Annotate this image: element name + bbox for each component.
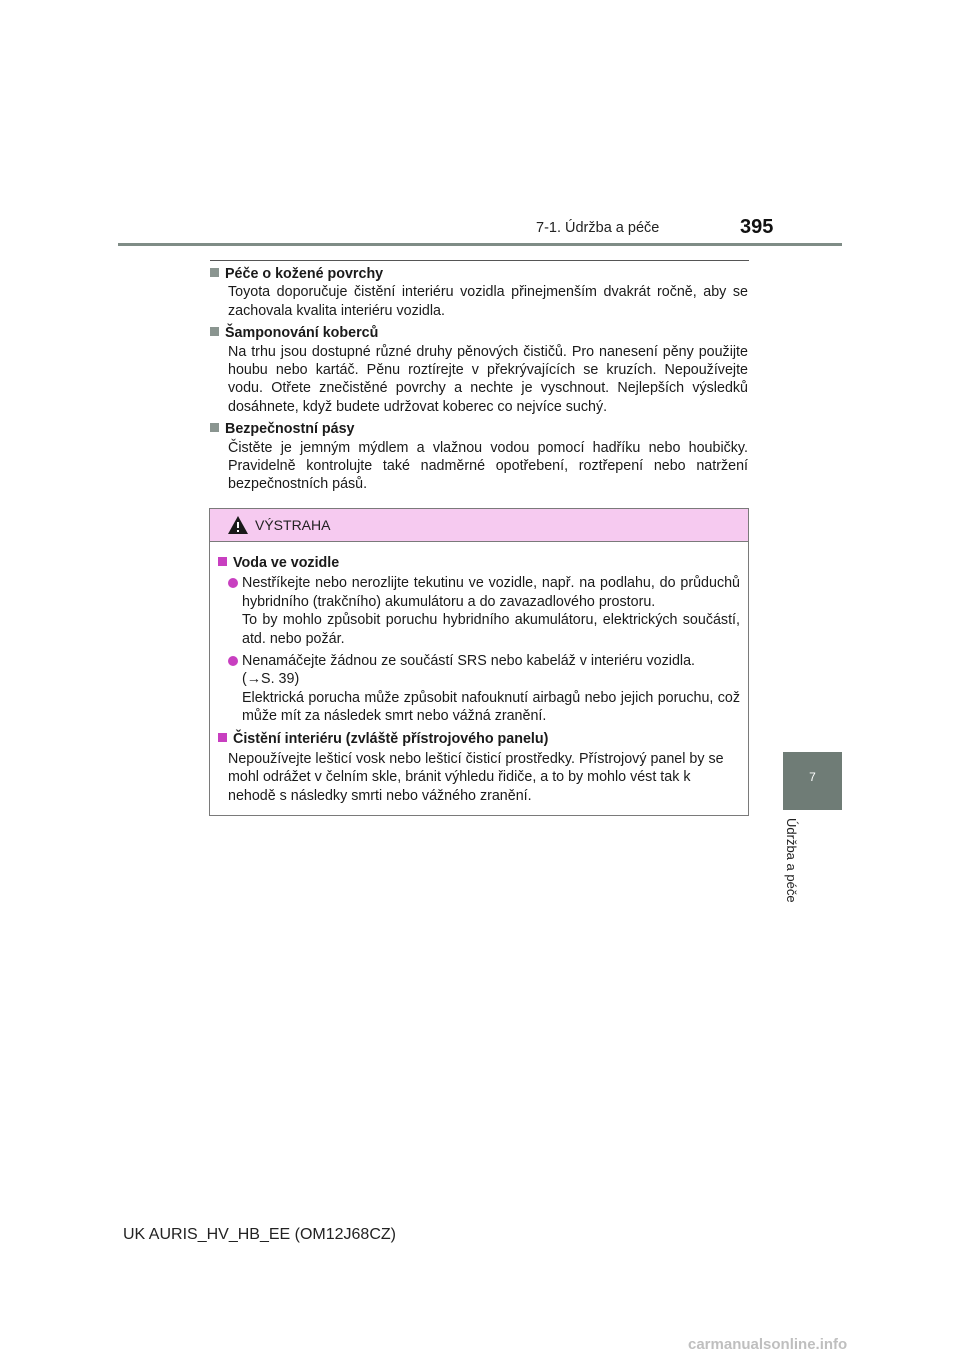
warning-title: VÝSTRAHA [255, 517, 331, 533]
page-reference: (→S. 39) [242, 671, 300, 688]
content-divider [210, 260, 749, 261]
warning-section-title: Voda ve vozidle [233, 555, 340, 571]
chapter-tab [783, 752, 842, 810]
warning-triangle-icon [227, 515, 249, 535]
item-title: Péče o kožené povrchy [225, 266, 384, 282]
bullet-line: Nestříkejte nebo nerozlijte tekutinu ve vozidle, např. na podlahu, do průduchů hybridního (trakčního) akumulátoru a do zavazadlového prostoru. [242, 575, 740, 610]
round-bullet-icon [228, 656, 238, 666]
bullet-line: Elektrická porucha může způsobit nafouknutí airbagů nebo jejich poruchu, což může mít za následek smrt nebo vážná zranění. [242, 689, 740, 725]
square-bullet-icon [210, 268, 219, 277]
warning-section-text: Nepoužívejte lešticí vosk nebo lešticí čisticí prostředky. Přístrojový panel by se mohl odrážet v čelním skle, bránit výhledu řidiče, a to by mohlo vést tak k nehodě s následky smrti nebo vážného zranění. [228, 751, 724, 804]
document-id: UK AURIS_HV_HB_EE (OM12J68CZ) [123, 1226, 396, 1243]
page-number: 395 [740, 216, 774, 238]
square-bullet-icon [210, 423, 219, 432]
item-carpet [210, 324, 748, 416]
bullet-line: To by mohlo způsobit poruchu hybridního akumulátoru, elektrických součástí, atd. nebo požár. [242, 612, 740, 647]
watermark: carmanualsonline.info [688, 1336, 848, 1353]
warning-bullet [218, 652, 740, 726]
chapter-label: Údržba a péče [784, 818, 799, 903]
warning-header [210, 509, 748, 542]
header-divider [118, 243, 842, 246]
item-text: Čistěte je jemným mýdlem a vlažnou vodou pomocí hadříku nebo houbičky. Pravidelně kontrolujte také nadměrné opotřebení, roztřepení nebo natržení bezpečnostních pásů. [228, 439, 748, 493]
item-seatbelts [210, 420, 748, 494]
chapter-number: 7 [809, 770, 816, 784]
warning-body [210, 542, 748, 805]
square-bullet-icon [218, 733, 227, 742]
item-title: Bezpečnostní pásy [225, 421, 355, 438]
main-content [210, 265, 748, 498]
item-text: Na trhu jsou dostupné různé druhy pěnových čističů. Pro nanesení pěny použijte houbu nebo kartáč. Pěnu roztírejte v překrývajících se kruzích. Nepoužívejte vodu. Otřete znečistěné povrchy a nechte je vyschnout. Nejlepších výsledků dosáhnete, když budete udržovat koberec co nejvíce suchý. [228, 343, 748, 415]
square-bullet-icon [218, 557, 227, 566]
item-title: Šamponování koberců [225, 325, 379, 342]
square-bullet-icon [210, 327, 219, 336]
warning-bullet [218, 574, 740, 648]
section-title: 7-1. Údržba a péče [536, 220, 660, 236]
bullet-line: Nenamáčejte žádnou ze součástí SRS nebo kabeláž v interiéru vozidla. [242, 653, 695, 670]
item-leather [210, 265, 748, 320]
warning-section-title: Čistění interiéru (zvláště přístrojového panelu) [233, 730, 549, 747]
item-text: Toyota doporučuje čistění interiéru vozidla přinejmenším dvakrát ročně, aby se zachovala kvalita interiéru vozidla. [228, 284, 748, 319]
round-bullet-icon [228, 578, 238, 588]
warning-box [209, 508, 749, 816]
